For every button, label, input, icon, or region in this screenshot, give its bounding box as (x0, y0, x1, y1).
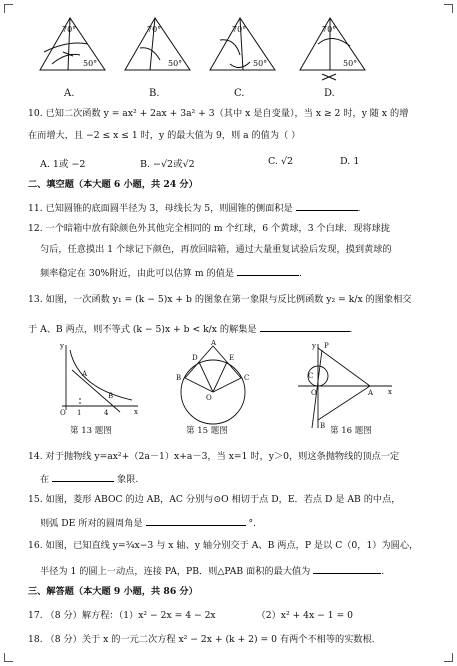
fig15-label-d: D (192, 354, 198, 362)
q14-line2-tail: 象限. (117, 474, 139, 485)
option-label-d: D. (324, 88, 335, 99)
q12-line1: 12. 一个暗箱中放有除颜色外其他完全相同的 m 个红球，6 个黄球，3 个白球．现将球拢 (28, 223, 390, 234)
q11-answer-blank[interactable] (296, 201, 358, 211)
fig13-label-a: A (82, 370, 88, 378)
q11: 11. 已知圆锥的底面圆半径为 3，母线长为 5，则圆锥的侧面积是 . (28, 203, 361, 214)
q18: 18. （8 分）关于 x 的一元二次方程 x² − 2x + (k + 2) = 0 有两个不相等的实数根． (28, 634, 381, 645)
angle-70-b: 70° (147, 25, 162, 34)
fig15-caption: 第 15 题图 (186, 426, 228, 436)
q10-option-c: C. √2 (268, 156, 294, 167)
q16-line2-text: 半径为 1 的圆上一动点，连接 PA，PB．则△PAB 面积的最大值为 (40, 566, 311, 577)
angle-70-d: 70° (322, 25, 337, 34)
option-label-b: B. (149, 88, 160, 99)
q14-line1: 14. 对于抛物线 y=ax²+（2a－1）x+a－3，当 x=1 时，y＞0，则这条抛物线的顶点一定 (28, 451, 400, 462)
fig13-label-y: y (60, 342, 64, 350)
q12-line3-text: 频率稳定在 30%附近，由此可以估算 m 的值是 (40, 268, 235, 279)
q13-line2: 于 A、B 两点，则不等式 (k − 5)x + b < k/x 的解集是 . (28, 324, 353, 335)
q15-line1: 15. 如图，菱形 ABOC 的边 AB，AC 分别与⊙O 相切于点 D，E．若点 D 是 AB 的中点， (28, 494, 401, 505)
fig15-label-c: C (244, 374, 250, 382)
angle-70-a: 70° (62, 25, 77, 34)
angle-50-d: 50° (343, 59, 358, 68)
fig16-label-b: B (320, 422, 326, 430)
q16-line1: 16. 如图，已知直线 y=¾x−3 与 x 轴、y 轴分别交于 A、B 两点，P 是以 C（0，1）为圆心， (28, 540, 419, 551)
figure-16 (298, 344, 392, 428)
option-label-c: C. (234, 88, 245, 99)
crop-mark-bottom-right (444, 653, 453, 662)
fig15-label-e: E (229, 354, 235, 362)
q16-answer-blank[interactable] (313, 564, 381, 574)
fig13-label-4: 4 (104, 409, 109, 417)
fig13-label-b: B (108, 392, 114, 400)
figure-15 (181, 346, 245, 424)
mid-figures (0, 340, 457, 440)
triangle-options-figure (0, 0, 457, 100)
q10-option-a: A. 1或 −2 (40, 159, 86, 170)
q14-line2 (40, 472, 138, 486)
fig13-label-x: x (134, 408, 138, 416)
angle-70-c: 70° (232, 25, 247, 34)
fig16-label-c: C (308, 372, 314, 380)
section2-title: 二、填空题（本大题 6 小题，共 24 分） (28, 179, 198, 190)
section3-title: 三、解答题（本大题 9 小题，共 86 分） (28, 586, 198, 597)
q14-answer-blank[interactable] (52, 472, 114, 482)
q15-answer-blank[interactable] (146, 516, 246, 526)
q17-part1: 17. （8 分）解方程：（1）x² − 2x = 4 − 2x (28, 610, 216, 621)
fig16-caption: 第 16 题图 (330, 426, 372, 436)
fig16-label-x: x (388, 388, 392, 396)
fig15-label-a: A (211, 340, 217, 347)
fig16-label-a: A (368, 389, 374, 397)
angle-50-b: 50° (168, 59, 183, 68)
angle-50-a: 50° (83, 59, 98, 68)
fig13-caption: 第 13 题图 (70, 426, 112, 436)
q10-option-b: B. −√2或√2 (140, 159, 195, 170)
q15-line2-tail: °. (248, 518, 256, 529)
q10-line2: 在而增大，且 −2 ≤ x ≤ 1 时，y 的最大值为 9，则 a 的值为（ ） (28, 130, 301, 141)
q15-line2-text: 则弧 DE 所对的圆周角是 (40, 518, 143, 529)
angle-50-c: 50° (253, 59, 268, 68)
figure-13 (62, 345, 138, 412)
q14-line2-text: 在 (40, 474, 50, 485)
fig16-label-p: P (324, 342, 329, 350)
crop-mark-bottom-left (4, 653, 13, 662)
q11-text: 11. 已知圆锥的底面圆半径为 3，母线长为 5，则圆锥的侧面积是 (28, 203, 293, 214)
q17-part2: （2）x² + 4x − 1 = 0 (256, 610, 353, 621)
option-label-a: A. (64, 88, 75, 99)
q10-line1: 10. 已知二次函数 y = ax² + 2ax + 3a² + 3（其中 x 是自变量），当 x ≥ 2 时，y 随 x 的增 (28, 108, 409, 119)
q17 (28, 610, 353, 622)
fig15-label-b: B (176, 374, 182, 382)
q12-line2: 匀后，任意摸出 1 个球记下颜色，再放回暗箱，通过大量重复试验后发现，摸到黄球的 (40, 244, 392, 255)
q12-answer-blank[interactable] (237, 266, 299, 276)
q15-line2 (40, 516, 256, 530)
q16-line2: 半径为 1 的圆上一动点，连接 PA，PB．则△PAB 面积的最大值为 . (40, 566, 385, 577)
fig13-label-1: 1 (77, 409, 82, 417)
q13-answer-blank[interactable] (260, 322, 350, 332)
q12-line3: 频率稳定在 30%附近，由此可以估算 m 的值是 . (40, 268, 302, 279)
q10-option-d: D. 1 (340, 156, 360, 167)
fig16-label-y: y (312, 342, 316, 350)
q13-line1: 13. 如图，一次函数 y₁ = (k − 5)x + b 的图象在第一象限与反比例函数 y₂ = k/x 的图象相交 (28, 294, 412, 305)
fig13-label-o: O (60, 409, 66, 417)
q13-line2-text: 于 A、B 两点，则不等式 (k − 5)x + b < k/x 的解集是 (28, 324, 257, 335)
fig15-label-o: O (206, 394, 212, 402)
fig16-label-o: O (311, 389, 317, 397)
